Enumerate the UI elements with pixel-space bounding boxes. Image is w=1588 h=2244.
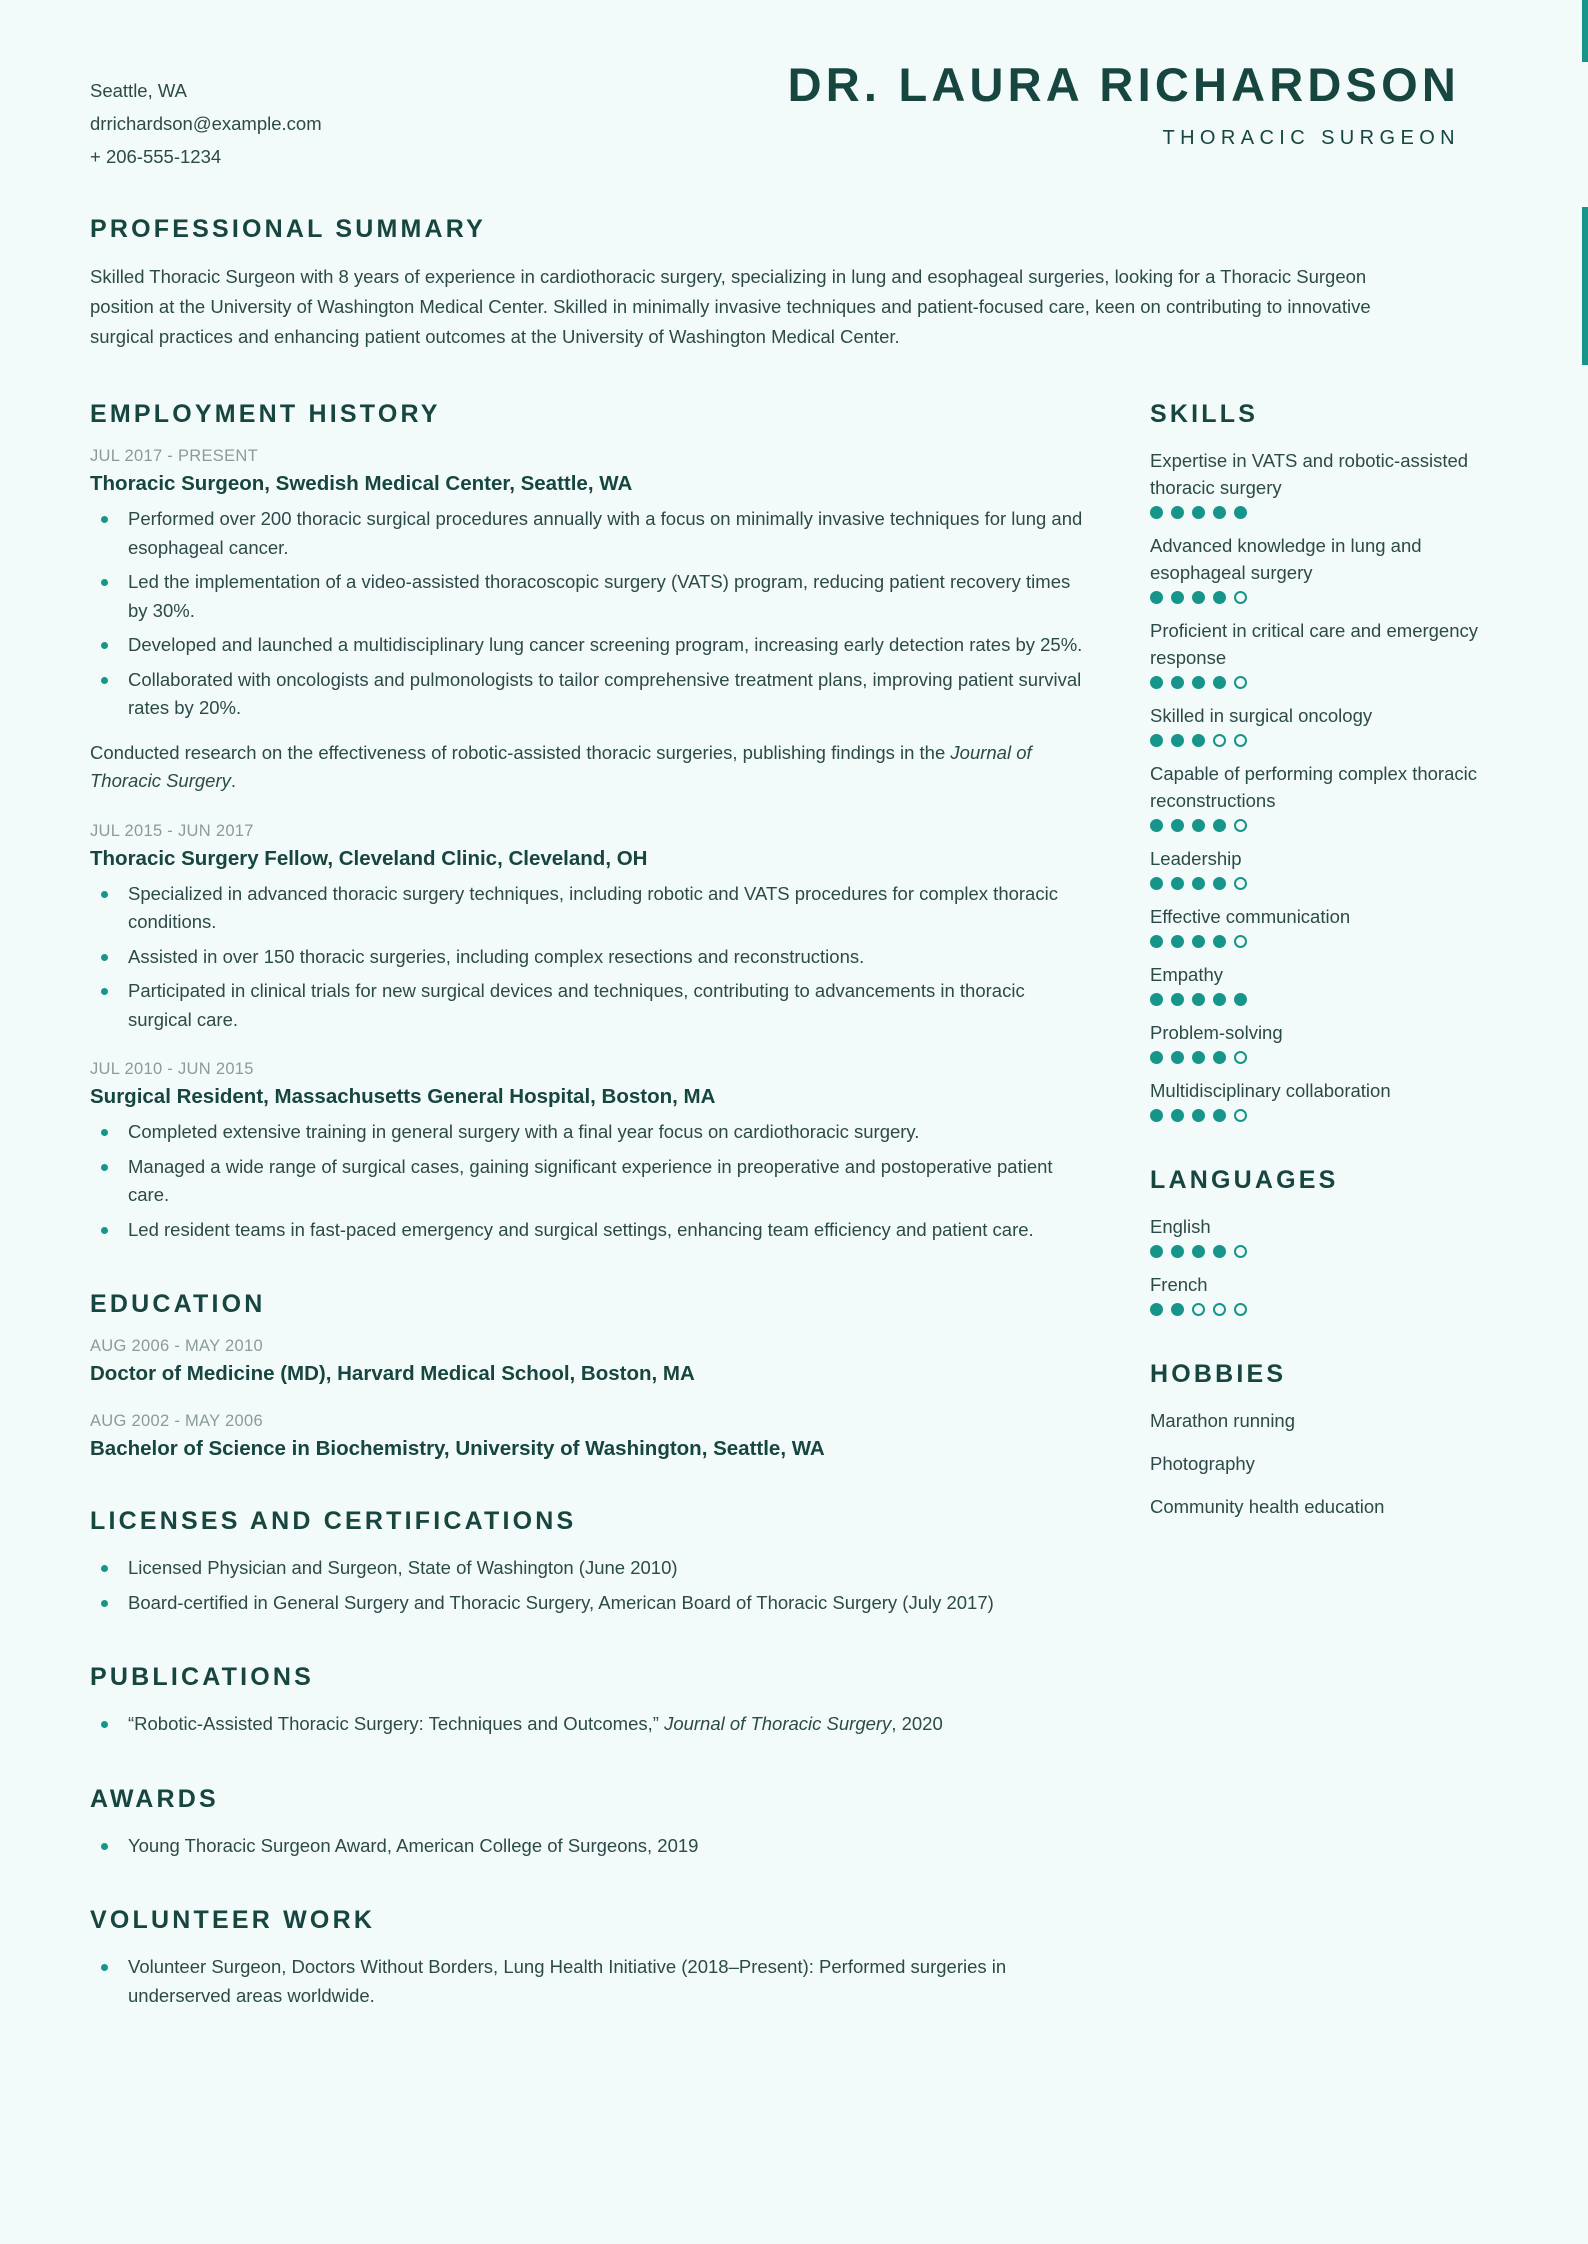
list-item: Led resident teams in fast-paced emergency and surgical settings, enhancing team efficiency and patient care. xyxy=(90,1216,1090,1245)
publication-journal: Journal of Thoracic Surgery xyxy=(664,1713,892,1734)
rating-dot-filled xyxy=(1171,877,1184,890)
employment-note-suffix: . xyxy=(230,770,236,791)
rating-dot-filled xyxy=(1150,1303,1163,1316)
rating-dot-filled xyxy=(1150,506,1163,519)
rating-dot-filled xyxy=(1213,591,1226,604)
rating-dot-filled xyxy=(1150,935,1163,948)
section-hobbies xyxy=(1150,1360,1510,1520)
rating-dot-empty xyxy=(1234,819,1247,832)
rating-dot-filled xyxy=(1213,506,1226,519)
rating-dot-filled xyxy=(1171,1109,1184,1122)
list-item: Participated in clinical trials for new surgical devices and techniques, contributing to advancements in thoracic surgical care. xyxy=(90,977,1090,1034)
section-publications xyxy=(90,1663,1090,1739)
list-item: Performed over 200 thoracic surgical procedures annually with a focus on minimally invasive techniques for lung and esophageal cancer. xyxy=(90,505,1090,562)
education-entry-title: Doctor of Medicine (MD), Harvard Medical School, Boston, MA xyxy=(90,1362,695,1385)
education-heading: EDUCATION xyxy=(90,1290,266,1318)
candidate-name: DR. LAURA RICHARDSON xyxy=(787,58,1460,111)
rating-dot-filled xyxy=(1213,935,1226,948)
publications-heading: PUBLICATIONS xyxy=(90,1663,315,1691)
rating-dot-filled xyxy=(1192,676,1205,689)
rating-dots xyxy=(1150,993,1510,1006)
rating-dot-filled xyxy=(1150,734,1163,747)
languages-heading: LANGUAGES xyxy=(1150,1166,1339,1194)
accent-bar-top xyxy=(1582,0,1588,62)
volunteer-heading: VOLUNTEER WORK xyxy=(90,1906,376,1934)
rating-dot-empty xyxy=(1234,734,1247,747)
hobby-item: Marathon running xyxy=(1150,1410,1296,1431)
hobbies-heading: HOBBIES xyxy=(1150,1360,1287,1388)
employment-entry xyxy=(90,447,1090,796)
section-education xyxy=(90,1290,1090,1461)
rating-dot-empty xyxy=(1234,676,1247,689)
hobby-item: Photography xyxy=(1150,1453,1255,1474)
awards-heading: AWARDS xyxy=(90,1784,219,1813)
employment-entry-title: Thoracic Surgeon, Swedish Medical Center, Seattle, WA xyxy=(90,472,633,495)
list-item: Specialized in advanced thoracic surgery techniques, including robotic and VATS procedures for complex thoracic conditions. xyxy=(90,880,1090,937)
list-item: Developed and launched a multidisciplinary lung cancer screening program, increasing early detection rates by 25%. xyxy=(90,631,1090,660)
rating-dot-filled xyxy=(1171,676,1184,689)
rating-dot-empty xyxy=(1234,591,1247,604)
professional-summary-text: Skilled Thoracic Surgeon with 8 years of experience in cardiothoracic surgery, specializing in lung and esophageal surgeries, looking for a Thoracic Surgeon position at the University of Washington Medical Center. Skilled in minimally invasive techniques and patient-focused care, keen on contributing to innovative surgical practices and enhancing patient outcomes at the University of Washington Medical Center. xyxy=(90,266,1371,347)
employment-entry xyxy=(90,822,1090,1035)
contact-info xyxy=(90,60,322,173)
rating-dots xyxy=(1150,506,1510,519)
rating-dot-filled xyxy=(1150,877,1163,890)
education-entry xyxy=(90,1412,1090,1461)
section-languages xyxy=(1150,1166,1510,1316)
rating-dot-filled xyxy=(1192,1051,1205,1064)
employment-note-prefix: Conducted research on the effectiveness of robotic-assisted thoracic surgeries, publishing findings in the xyxy=(90,741,951,763)
awards-list xyxy=(90,1832,1090,1861)
main-column xyxy=(90,400,1090,2016)
rating-dots xyxy=(1150,1051,1510,1064)
volunteer-list xyxy=(90,1953,1090,2010)
rating-item-label: Skilled in surgical oncology xyxy=(1150,705,1373,726)
employment-entry-date: JUL 2015 - JUN 2017 xyxy=(90,821,254,840)
skills-heading: SKILLS xyxy=(1150,400,1259,428)
side-column xyxy=(1150,400,1510,1564)
rating-item-label: Multidisciplinary collaboration xyxy=(1150,1080,1391,1101)
education-entry-title: Bachelor of Science in Biochemistry, University of Washington, Seattle, WA xyxy=(90,1437,825,1460)
rating-dot-filled xyxy=(1192,877,1205,890)
rating-dots xyxy=(1150,877,1510,890)
body-columns xyxy=(90,400,1498,2016)
hobby-item: Community health education xyxy=(1150,1496,1385,1517)
rating-dot-filled xyxy=(1192,1109,1205,1122)
rating-item-label: Problem-solving xyxy=(1150,1022,1283,1043)
section-volunteer-work xyxy=(90,1906,1090,2010)
rating-dot-empty xyxy=(1234,877,1247,890)
section-licenses-certifications xyxy=(90,1507,1090,1617)
rating-dot-empty xyxy=(1213,1303,1226,1316)
education-entry xyxy=(90,1337,1090,1386)
licenses-list xyxy=(90,1554,1090,1617)
rating-dot-filled xyxy=(1192,935,1205,948)
rating-dots xyxy=(1150,734,1510,747)
employment-entry-title: Thoracic Surgery Fellow, Cleveland Clinic, Cleveland, OH xyxy=(90,846,648,870)
contact-phone: + 206-555-1234 xyxy=(90,146,222,167)
rating-item-label: Capable of performing complex thoracic reconstructions xyxy=(1150,763,1477,811)
rating-dot-filled xyxy=(1213,1109,1226,1122)
list-item: Board-certified in General Surgery and Thoracic Surgery, American Board of Thoracic Surgery (July 2017) xyxy=(90,1589,1090,1618)
section-awards xyxy=(90,1785,1090,1861)
rating-item-label: Empathy xyxy=(1150,964,1224,985)
publications-list xyxy=(90,1710,1090,1739)
rating-dots xyxy=(1150,1109,1510,1122)
rating-dots xyxy=(1150,935,1510,948)
rating-dot-filled xyxy=(1171,591,1184,604)
rating-dots xyxy=(1150,1245,1510,1258)
rating-item-label: French xyxy=(1150,1274,1208,1295)
rating-dot-empty xyxy=(1213,734,1226,747)
publication-year: , 2020 xyxy=(891,1713,943,1734)
list-item: Young Thoracic Surgeon Award, American College of Surgeons, 2019 xyxy=(90,1832,1090,1861)
rating-item-label: Expertise in VATS and robotic-assisted thoracic surgery xyxy=(1150,450,1469,498)
employment-entry-bullets xyxy=(90,880,1090,1035)
rating-dot-filled xyxy=(1150,676,1163,689)
rating-dot-filled xyxy=(1213,993,1226,1006)
rating-dot-filled xyxy=(1213,676,1226,689)
publication-title: “Robotic-Assisted Thoracic Surgery: Techniques and Outcomes,” xyxy=(128,1713,665,1734)
rating-dot-filled xyxy=(1192,506,1205,519)
rating-dot-filled xyxy=(1192,734,1205,747)
skills-list xyxy=(1150,447,1510,1122)
rating-dot-empty xyxy=(1234,1051,1247,1064)
candidate-job-title: THORACIC SURGEON xyxy=(1162,127,1460,150)
rating-dot-filled xyxy=(1192,591,1205,604)
rating-dot-filled xyxy=(1150,1245,1163,1258)
list-item: Managed a wide range of surgical cases, gaining significant experience in preoperative and postoperative patient care. xyxy=(90,1153,1090,1210)
rating-item-label: Proficient in critical care and emergency response xyxy=(1150,620,1479,668)
rating-dot-filled xyxy=(1171,1051,1184,1064)
identity-block xyxy=(788,60,1498,150)
rating-dot-filled xyxy=(1234,993,1247,1006)
rating-dot-filled xyxy=(1171,819,1184,832)
employment-history-heading: EMPLOYMENT HISTORY xyxy=(90,400,441,428)
rating-dot-filled xyxy=(1192,993,1205,1006)
rating-dots xyxy=(1150,1303,1510,1316)
contact-email: drrichardson@example.com xyxy=(90,113,322,134)
rating-dot-empty xyxy=(1234,1303,1247,1316)
rating-dot-empty xyxy=(1234,935,1247,948)
rating-dot-filled xyxy=(1150,1051,1163,1064)
rating-dot-filled xyxy=(1171,935,1184,948)
list-item: Assisted in over 150 thoracic surgeries, including complex resections and reconstructions. xyxy=(90,943,1090,972)
rating-dot-filled xyxy=(1150,819,1163,832)
section-professional-summary xyxy=(90,215,1498,352)
rating-dot-filled xyxy=(1213,819,1226,832)
rating-dot-filled xyxy=(1171,506,1184,519)
languages-list xyxy=(1150,1213,1510,1316)
rating-dots xyxy=(1150,819,1510,832)
employment-entry-note xyxy=(90,739,1090,796)
resume-header xyxy=(90,0,1498,173)
list-item: Licensed Physician and Surgeon, State of Washington (June 2010) xyxy=(90,1554,1090,1583)
employment-entry-title: Surgical Resident, Massachusetts General Hospital, Boston, MA xyxy=(90,1085,716,1108)
rating-dots xyxy=(1150,591,1510,604)
employment-entry-bullets xyxy=(90,1118,1090,1244)
education-entry-date: AUG 2006 - MAY 2010 xyxy=(90,1337,263,1355)
employment-note-journal: Journal of Thoracic Surgery xyxy=(90,741,1032,791)
rating-dot-empty xyxy=(1192,1303,1205,1316)
employment-entry-date: JUL 2017 - PRESENT xyxy=(90,447,259,465)
rating-dot-filled xyxy=(1192,1245,1205,1258)
rating-item-label: Leadership xyxy=(1150,848,1242,869)
rating-dot-filled xyxy=(1150,993,1163,1006)
rating-dots xyxy=(1150,676,1510,689)
education-entry-date: AUG 2002 - MAY 2006 xyxy=(90,1412,263,1430)
list-item: Volunteer Surgeon, Doctors Without Borders, Lung Health Initiative (2018–Present): Performed surgeries in underserved areas worldwide. xyxy=(90,1953,1090,2010)
rating-dot-filled xyxy=(1171,1303,1184,1316)
rating-item-label: Effective communication xyxy=(1150,906,1351,927)
section-skills xyxy=(1150,400,1510,1122)
licenses-heading: LICENSES AND CERTIFICATIONS xyxy=(90,1507,577,1535)
rating-dot-filled xyxy=(1192,819,1205,832)
rating-dot-empty xyxy=(1234,1109,1247,1122)
section-employment-history xyxy=(90,400,1090,1244)
contact-location: Seattle, WA xyxy=(90,80,187,101)
professional-summary-heading: PROFESSIONAL SUMMARY xyxy=(90,215,486,243)
employment-entry-bullets xyxy=(90,505,1090,723)
list-item: Led the implementation of a video-assisted thoracoscopic surgery (VATS) program, reducing patient recovery times by 30%. xyxy=(90,568,1090,625)
rating-dot-filled xyxy=(1213,877,1226,890)
list-item: Collaborated with oncologists and pulmonologists to tailor comprehensive treatment plans, improving patient survival rates by 20%. xyxy=(90,666,1090,723)
rating-dot-filled xyxy=(1171,993,1184,1006)
rating-dot-empty xyxy=(1234,1245,1247,1258)
rating-dot-filled xyxy=(1150,591,1163,604)
accent-bar-summary xyxy=(1582,207,1588,365)
employment-entry xyxy=(90,1060,1090,1244)
rating-dot-filled xyxy=(1171,1245,1184,1258)
employment-entry-date: JUL 2010 - JUN 2015 xyxy=(90,1060,254,1078)
rating-dot-filled xyxy=(1171,734,1184,747)
rating-dot-filled xyxy=(1213,1051,1226,1064)
rating-dot-filled xyxy=(1234,506,1247,519)
list-item: Completed extensive training in general surgery with a final year focus on cardiothoracic surgery. xyxy=(90,1118,1090,1147)
rating-item-label: Advanced knowledge in lung and esophageal surgery xyxy=(1150,535,1422,583)
list-item xyxy=(90,1710,1090,1739)
rating-item-label: English xyxy=(1150,1216,1211,1237)
rating-dot-filled xyxy=(1213,1245,1226,1258)
rating-dot-filled xyxy=(1150,1109,1163,1122)
